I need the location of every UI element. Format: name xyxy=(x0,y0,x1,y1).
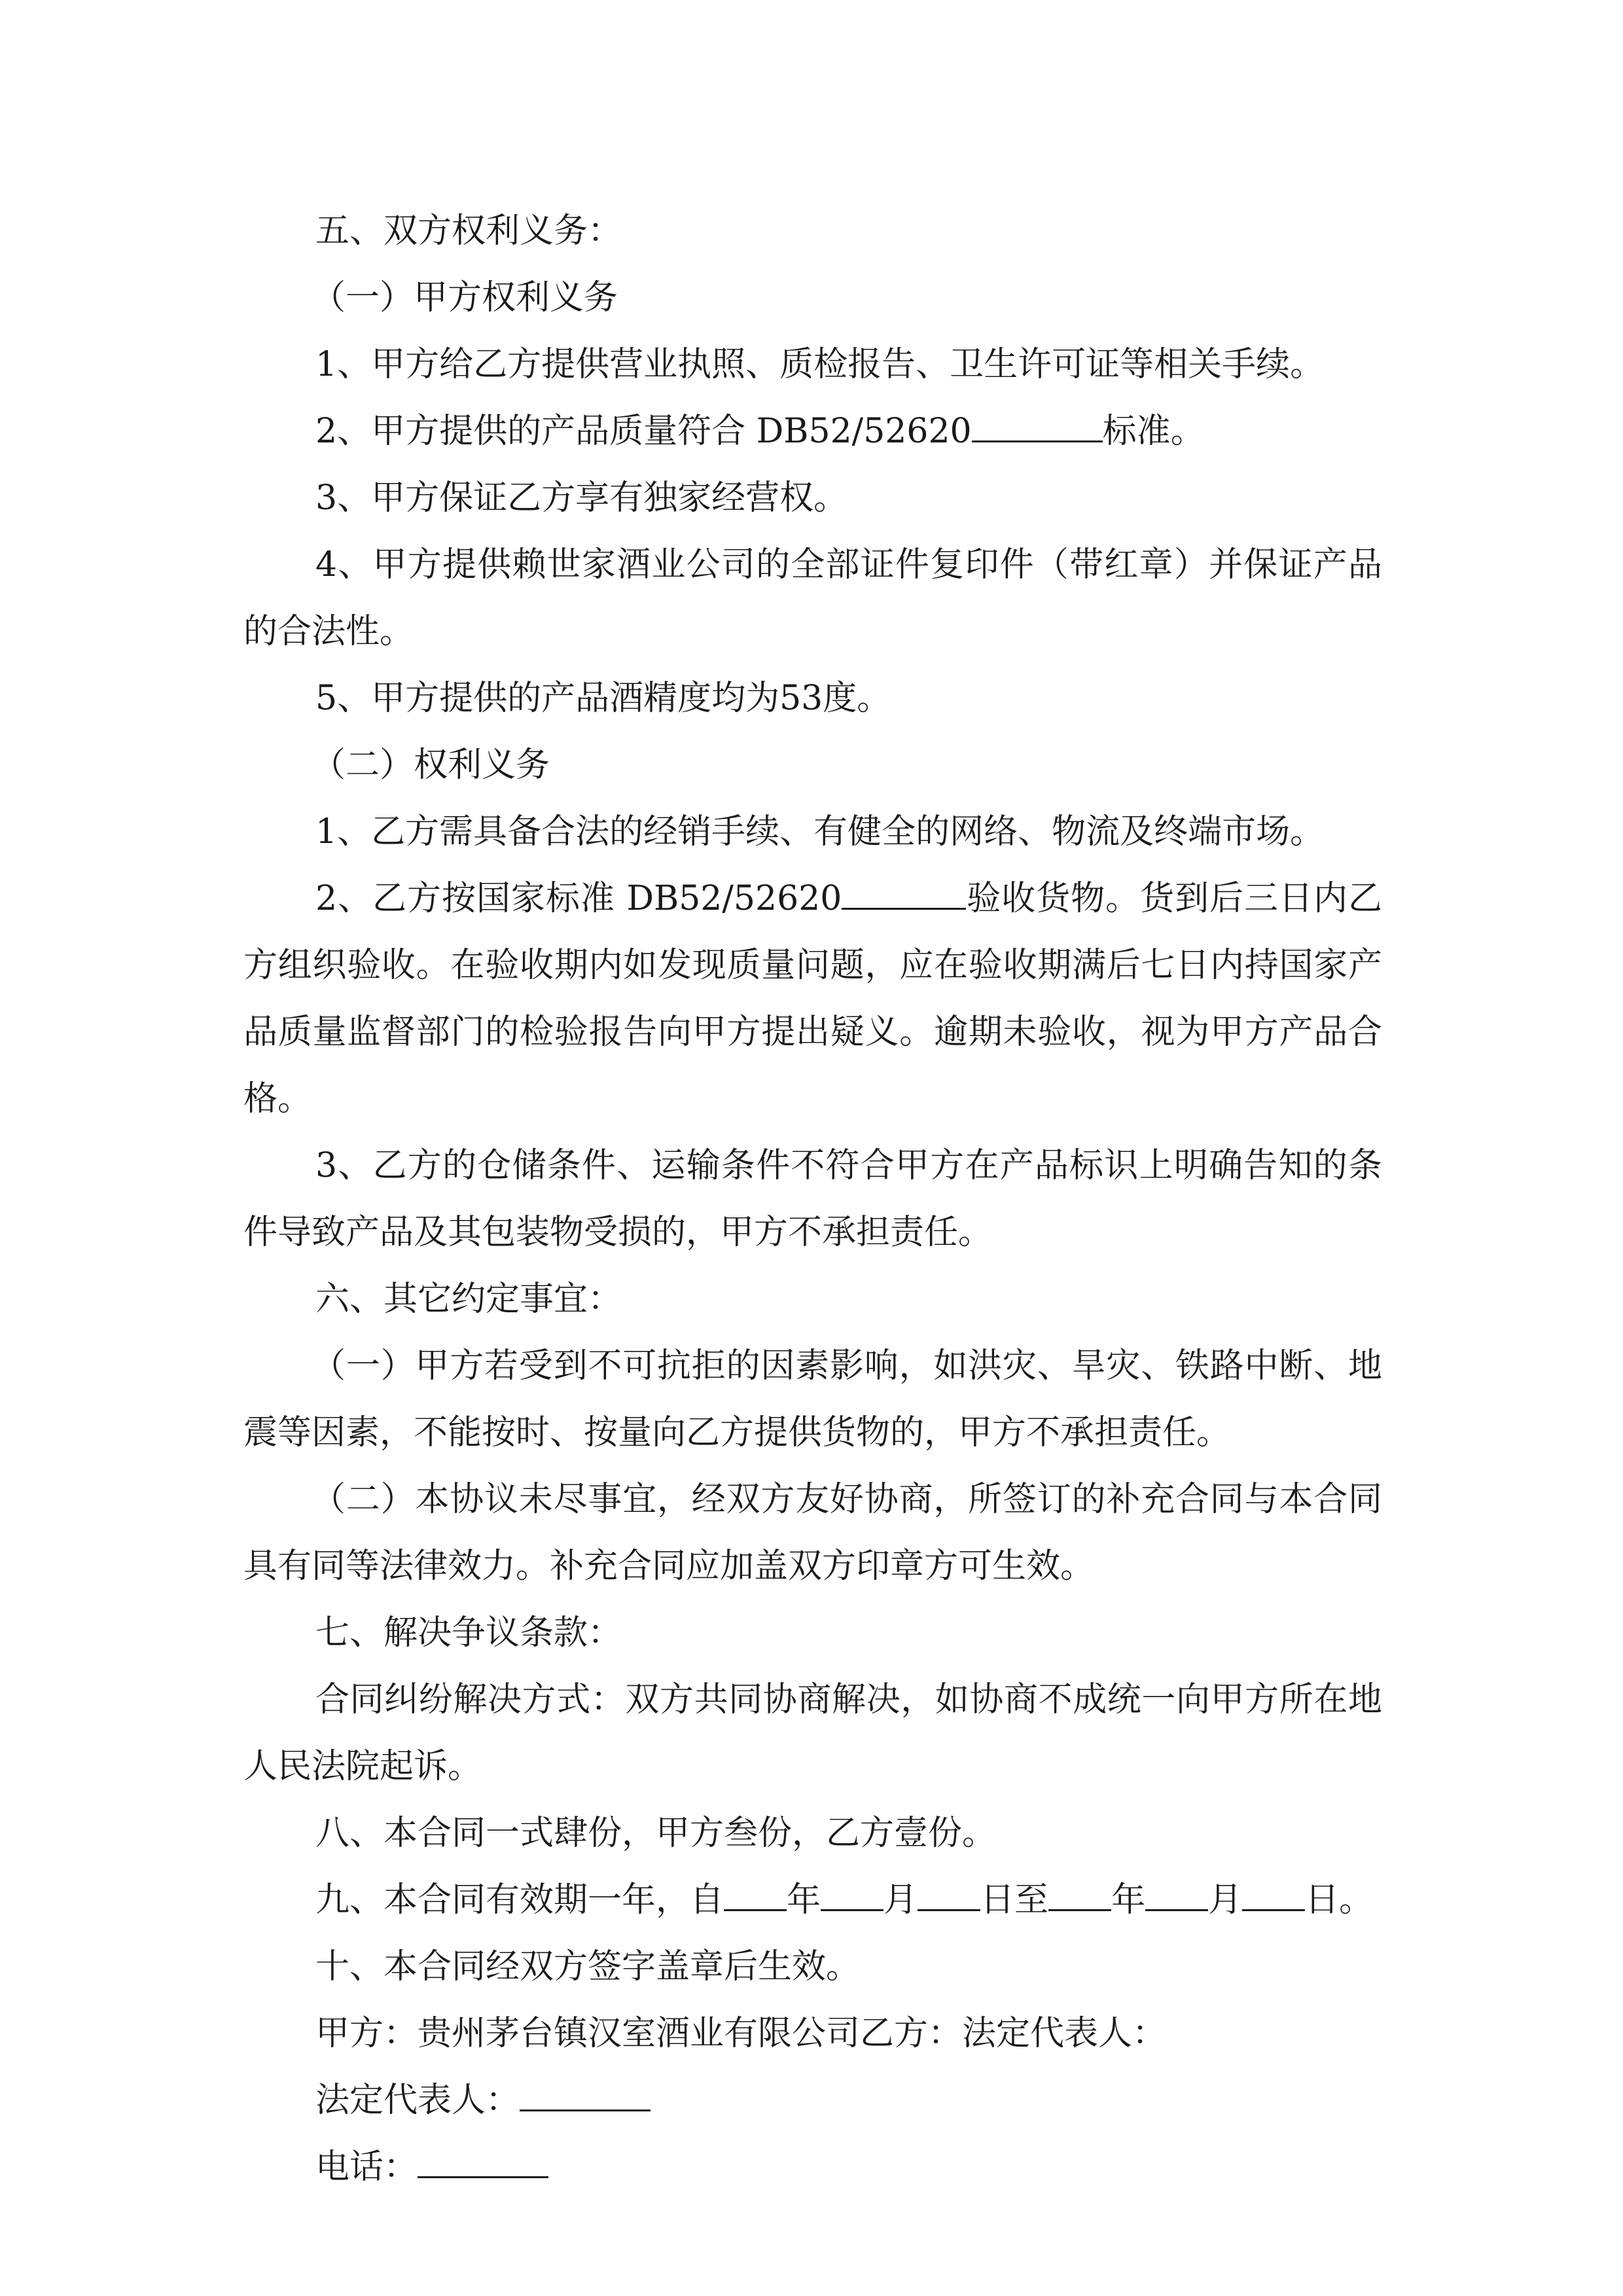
standard-blank xyxy=(842,876,966,910)
date-blank xyxy=(1048,1877,1111,1911)
date-blank xyxy=(1145,1877,1208,1911)
legal-representative-label: 法定代表人： xyxy=(315,2081,520,2120)
phone-line xyxy=(243,2134,1382,2200)
date-blank xyxy=(821,1877,883,1911)
section-5-2-title: （二）权利义务 xyxy=(312,745,550,785)
section-5-1-title: （一）甲方权利义务 xyxy=(312,278,618,317)
date-blank xyxy=(724,1877,787,1911)
section-8: 八、本合同一式肆份，甲方叁份，乙方壹份。 xyxy=(315,1814,997,1853)
section-7-text: 合同纠纷解决方式：双方共同协商解决，如协商不成统一向甲方所在地人民法院起诉。 xyxy=(243,1680,1382,1786)
section-5-1-item-3: 3、甲方保证乙方享有独家经营权。 xyxy=(315,478,848,518)
section-5-title: 五、双方权利义务： xyxy=(315,211,622,251)
party-line: 甲方：贵州茅台镇汉室酒业有限公司乙方：法定代表人： xyxy=(315,2014,1167,2053)
section-5-1-item-4: 4、甲方提供赖世家酒业公司的全部证件复印件（带红章）并保证产品的合法性。 xyxy=(243,545,1382,651)
section-7-title: 七、解决争议条款： xyxy=(315,1613,622,1653)
section-6-item-2: （二）本协议未尽事宜，经双方友好协商，所签订的补充合同与本合同具有同等法律效力。补充合同应加盖双方印章方可生效。 xyxy=(243,1480,1382,1586)
section-5-2-item-2-rest: 验收货物。货到后三日内乙方组织验收。在验收期内如发现质量问题，应在验收期满后七日内持国家产品质量监督部门的检验报告向甲方提出疑义。逾期未验收，视为甲方产品合格。 xyxy=(243,879,1382,1119)
section-5-2-item-2 xyxy=(243,865,1382,1132)
legal-representative-line xyxy=(243,2067,1382,2134)
section-10: 十、本合同经双方签字盖章后生效。 xyxy=(315,1947,861,1986)
section-9-text: 九、本合同有效期一年，自 xyxy=(315,1880,724,1920)
month-label: 月 xyxy=(1208,1880,1243,1920)
phone-label: 电话： xyxy=(315,2147,418,2187)
date-blank xyxy=(1242,1877,1305,1911)
section-5-2-item-1: 1、乙方需具备合法的经销手续、有健全的网络、物流及终端市场。 xyxy=(315,812,1325,852)
section-9 xyxy=(243,1867,1382,1933)
date-blank xyxy=(918,1877,980,1911)
phone-blank xyxy=(418,2144,548,2178)
section-6-title: 六、其它约定事宜： xyxy=(315,1280,622,1319)
signature-blank xyxy=(520,2077,651,2111)
section-5-1-item-2-text: 2、甲方提供的产品质量符合 DB52/52620 xyxy=(315,412,972,451)
section-5-1-item-2 xyxy=(243,398,1382,465)
section-5-1-item-5: 5、甲方提供的产品酒精度均为53度。 xyxy=(315,679,891,718)
contract-body xyxy=(243,198,1382,2200)
standard-blank xyxy=(972,408,1103,442)
section-5-1-item-1: 1、甲方给乙方提供营业执照、质检报告、卫生许可证等相关手续。 xyxy=(315,345,1325,384)
year-label: 年 xyxy=(787,1880,821,1920)
section-5-2-item-2-text: 2、乙方按国家标准 DB52/52620 xyxy=(315,879,842,918)
day-label: 日至 xyxy=(980,1880,1049,1920)
section-6-item-1: （一）甲方若受到不可抗拒的因素影响，如洪灾、旱灾、铁路中断、地震等因素，不能按时、按量向乙方提供货物的，甲方不承担责任。 xyxy=(243,1346,1382,1452)
day-label: 日。 xyxy=(1305,1880,1374,1920)
section-5-2-item-3: 3、乙方的仓储条件、运输条件不符合甲方在产品标识上明确告知的条件导致产品及其包装物受损的，甲方不承担责任。 xyxy=(243,1146,1382,1252)
section-5-1-item-2-suffix: 标准。 xyxy=(1102,412,1205,451)
month-label: 月 xyxy=(883,1880,918,1920)
year-label: 年 xyxy=(1111,1880,1146,1920)
